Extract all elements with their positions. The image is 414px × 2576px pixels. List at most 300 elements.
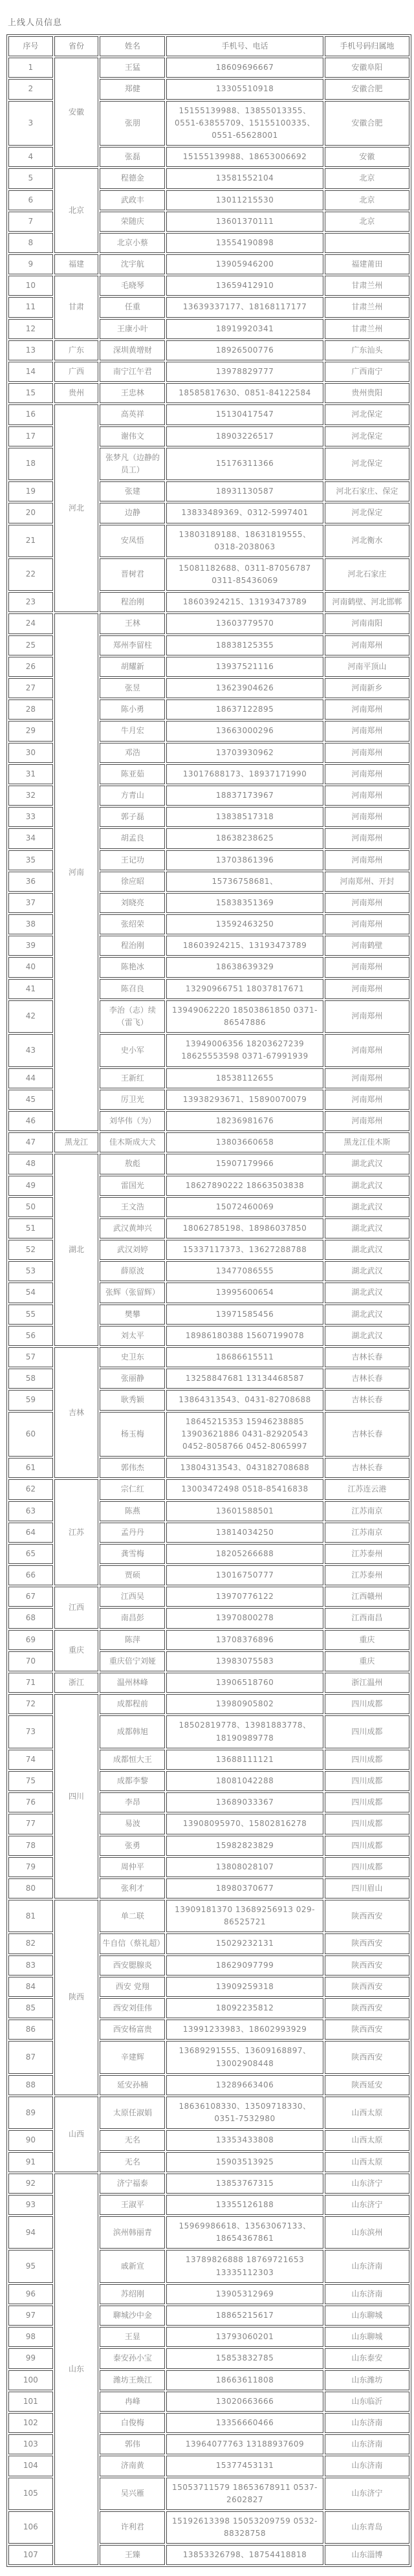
- table-row: [8, 168, 409, 188]
- location-cell: 山西太原: [325, 2097, 409, 2129]
- phone-cell: 13789826888 18769721653 13335112303: [166, 2250, 323, 2282]
- name-cell: 王新红: [100, 1068, 165, 1088]
- name-cell: 成都恒大王: [100, 1750, 165, 1770]
- location-cell: 山东青岛: [325, 2511, 409, 2544]
- index-cell: 52: [8, 1240, 53, 1260]
- location-cell: 湖北武汉: [325, 1326, 409, 1346]
- index-cell: 6: [8, 190, 53, 210]
- table-row: [8, 1132, 409, 1152]
- index-cell: 58: [8, 1369, 53, 1389]
- table-row: [8, 1479, 409, 1499]
- location-cell: 河南郑州: [325, 850, 409, 870]
- location-cell: 山东济宁: [325, 2195, 409, 2215]
- personnel-table: [6, 34, 411, 2567]
- phone-cell: 13905946200: [166, 254, 323, 274]
- name-cell: 济宁福泰: [100, 2174, 165, 2194]
- phone-cell: 15969986618、13563067133、18654367861: [166, 2216, 323, 2249]
- index-cell: 70: [8, 1651, 53, 1671]
- index-cell: 105: [8, 2478, 53, 2510]
- phone-cell: 18903226517: [166, 426, 323, 446]
- province-cell: 甘肃: [54, 276, 99, 339]
- location-cell: 广西南宁: [325, 362, 409, 382]
- name-cell: 刘华伟（为）: [100, 1111, 165, 1131]
- location-cell: 河北保定: [325, 448, 409, 480]
- phone-cell: 13639337177、18168117177: [166, 297, 323, 317]
- location-cell: 安徽: [325, 147, 409, 167]
- location-cell: 陕西西安: [325, 1900, 409, 1932]
- index-cell: 17: [8, 426, 53, 446]
- phone-cell: 13853767315: [166, 2174, 323, 2194]
- table-row: [8, 404, 409, 424]
- name-cell: 许利君: [100, 2511, 165, 2544]
- location-cell: 安徽阜阳: [325, 58, 409, 78]
- location-cell: 河南郑州: [325, 699, 409, 720]
- index-cell: 34: [8, 828, 53, 848]
- phone-cell: 15377453131: [166, 2456, 323, 2476]
- index-cell: 44: [8, 1068, 53, 1088]
- name-cell: 王显: [100, 2327, 165, 2347]
- header-row: [8, 36, 409, 56]
- phone-cell: 15081182688、0311-87056787 0311-85436069: [166, 558, 323, 591]
- index-cell: 5: [8, 168, 53, 188]
- index-cell: 29: [8, 721, 53, 741]
- phone-cell: 15736758681、: [166, 872, 323, 892]
- name-cell: 高英祥: [100, 404, 165, 424]
- index-cell: 95: [8, 2250, 53, 2282]
- location-cell: 山东济南: [325, 2434, 409, 2454]
- name-cell: 牛月宏: [100, 721, 165, 741]
- phone-cell: 13803189188、18631819555、0318-2038063: [166, 525, 323, 557]
- province-cell: 黑龙江: [54, 1132, 99, 1152]
- name-cell: 冉峰: [100, 2392, 165, 2412]
- province-cell: 浙江: [54, 1673, 99, 1693]
- name-cell: 南昌彭: [100, 1608, 165, 1628]
- name-cell: 佳木斯成大犬: [100, 1132, 165, 1152]
- location-cell: 江苏泰州: [325, 1544, 409, 1564]
- index-cell: 67: [8, 1587, 53, 1607]
- name-cell: 李昂: [100, 1792, 165, 1812]
- location-cell: 重庆: [325, 1630, 409, 1650]
- table-row: [8, 613, 409, 633]
- index-cell: 79: [8, 1857, 53, 1877]
- name-cell: 胡耀新: [100, 657, 165, 677]
- phone-cell: 18205266688: [166, 1544, 323, 1564]
- location-cell: 山东聊城: [325, 2327, 409, 2347]
- name-cell: 安凤悟: [100, 525, 165, 557]
- index-cell: 82: [8, 1933, 53, 1954]
- index-cell: 48: [8, 1154, 53, 1174]
- location-cell: 四川成都: [325, 1694, 409, 1714]
- name-cell: 济南黄: [100, 2456, 165, 2476]
- location-cell: 山东淄博: [325, 2545, 409, 2565]
- location-cell: 陕西西安: [325, 1933, 409, 1954]
- index-cell: 57: [8, 1347, 53, 1367]
- table-row: [8, 1154, 409, 1174]
- index-cell: 47: [8, 1132, 53, 1152]
- name-cell: 张磊: [100, 147, 165, 167]
- province-cell: 广西: [54, 362, 99, 382]
- name-cell: 聊城沙中金: [100, 2306, 165, 2326]
- index-cell: 12: [8, 319, 53, 339]
- location-cell: 江苏南京: [325, 1501, 409, 1521]
- phone-cell: 15337117373、13627288788: [166, 1240, 323, 1260]
- phone-cell: 18637122895: [166, 699, 323, 720]
- phone-cell: 18865215617: [166, 2306, 323, 2326]
- name-cell: 张丽静: [100, 1369, 165, 1389]
- location-cell: [325, 233, 409, 253]
- index-cell: 16: [8, 404, 53, 424]
- index-cell: 7: [8, 212, 53, 232]
- phone-cell: 13949006356 18203627239 18625553598 0371-67991939: [166, 1034, 323, 1066]
- name-cell: 西安腮腺炎: [100, 1955, 165, 1976]
- location-cell: 河南郑州: [325, 743, 409, 763]
- column-header: 省份: [54, 36, 99, 56]
- location-cell: 广东汕头: [325, 340, 409, 360]
- location-cell: 江苏南京: [325, 1523, 409, 1543]
- location-cell: 河北保定: [325, 404, 409, 424]
- index-cell: 106: [8, 2511, 53, 2544]
- name-cell: 陈萍: [100, 1630, 165, 1650]
- index-cell: 59: [8, 1390, 53, 1410]
- name-cell: 耿秀颖: [100, 1390, 165, 1410]
- index-cell: 80: [8, 1878, 53, 1899]
- name-cell: 张勇: [100, 1836, 165, 1856]
- table-row: [8, 1347, 409, 1367]
- table-row: [8, 58, 409, 78]
- name-cell: 白俊梅: [100, 2413, 165, 2433]
- phone-cell: 18838125355: [166, 635, 323, 655]
- location-cell: 陕西延安: [325, 2075, 409, 2095]
- location-cell: 湖北武汉: [325, 1197, 409, 1217]
- phone-cell: 18931130587: [166, 481, 323, 501]
- name-cell: 程德金: [100, 168, 165, 188]
- location-cell: 吉林长春: [325, 1390, 409, 1410]
- name-cell: 樊攀: [100, 1305, 165, 1325]
- phone-cell: 13853326798、18754418818: [166, 2545, 323, 2565]
- index-cell: 87: [8, 2041, 53, 2073]
- phone-cell: 13964077763 13188937609: [166, 2434, 323, 2454]
- index-cell: 1: [8, 58, 53, 78]
- name-cell: 延安孙楠: [100, 2075, 165, 2095]
- phone-cell: 18236981676: [166, 1111, 323, 1131]
- index-cell: 104: [8, 2456, 53, 2476]
- name-cell: 刘晓亮: [100, 893, 165, 913]
- name-cell: 胡孟良: [100, 828, 165, 848]
- location-cell: 四川成都: [325, 1771, 409, 1791]
- index-cell: 27: [8, 678, 53, 698]
- phone-cell: 13353433808: [166, 2130, 323, 2150]
- name-cell: 温州林峰: [100, 1673, 165, 1693]
- location-cell: 北京: [325, 212, 409, 232]
- table-row: [8, 340, 409, 360]
- name-cell: 龚雪梅: [100, 1544, 165, 1564]
- phone-cell: 13689291555、13609168897、13002908448: [166, 2041, 323, 2073]
- name-cell: 方青山: [100, 786, 165, 806]
- location-cell: 甘肃兰州: [325, 297, 409, 317]
- location-cell: 山西太原: [325, 2130, 409, 2150]
- phone-cell: 18638639329: [166, 957, 323, 977]
- index-cell: 4: [8, 147, 53, 167]
- phone-cell: 13995600654: [166, 1282, 323, 1303]
- phone-cell: 18837173967: [166, 786, 323, 806]
- phone-cell: 13905312969: [166, 2284, 323, 2304]
- phone-cell: 13909181370 13689256913 029-86525721: [166, 1900, 323, 1932]
- location-cell: 山东泰安: [325, 2348, 409, 2368]
- location-cell: 陕西西安: [325, 2020, 409, 2040]
- name-cell: 周仲平: [100, 1857, 165, 1877]
- name-cell: 南宁江午君: [100, 362, 165, 382]
- index-cell: 50: [8, 1197, 53, 1217]
- location-cell: 四川眉山: [325, 1878, 409, 1899]
- index-cell: 14: [8, 362, 53, 382]
- phone-cell: 13356660466: [166, 2413, 323, 2433]
- table-row: [8, 362, 409, 382]
- location-cell: 河南郑州: [325, 764, 409, 784]
- location-cell: 山东济宁: [325, 2478, 409, 2510]
- location-cell: 贵州贵阳: [325, 383, 409, 403]
- province-cell: 湖北: [54, 1154, 99, 1346]
- name-cell: 成都韩旭: [100, 1715, 165, 1748]
- page-title: 上线人员信息: [8, 18, 63, 28]
- index-cell: 85: [8, 1998, 53, 2018]
- phone-cell: 13983075583: [166, 1651, 323, 1671]
- location-cell: 安徽合肥: [325, 79, 409, 99]
- location-cell: 河南郑州: [325, 635, 409, 655]
- index-cell: 61: [8, 1458, 53, 1478]
- index-cell: 83: [8, 1955, 53, 1976]
- location-cell: 四川成都: [325, 1814, 409, 1834]
- phone-cell: 18538112655: [166, 1068, 323, 1088]
- province-cell: 河南: [54, 613, 99, 1131]
- location-cell: 河南郑州: [325, 979, 409, 999]
- index-cell: 51: [8, 1218, 53, 1238]
- index-cell: 11: [8, 297, 53, 317]
- name-cell: 史卫东: [100, 1347, 165, 1367]
- name-cell: 王文浩: [100, 1197, 165, 1217]
- index-cell: 41: [8, 979, 53, 999]
- name-cell: 辛建辉: [100, 2041, 165, 2073]
- name-cell: 牛自信（蔡礼超）: [100, 1933, 165, 1954]
- location-cell: 湖北武汉: [325, 1218, 409, 1238]
- phone-cell: 13703861396: [166, 850, 323, 870]
- name-cell: 陈亚茹: [100, 764, 165, 784]
- name-cell: 成都程前: [100, 1694, 165, 1714]
- table-row: [8, 2097, 409, 2129]
- phone-cell: 13991233983、18602993929: [166, 2020, 323, 2040]
- phone-cell: 18609696667: [166, 58, 323, 78]
- location-cell: 河南郑州: [325, 1111, 409, 1131]
- province-cell: 贵州: [54, 383, 99, 403]
- location-cell: 河南郑州: [325, 828, 409, 848]
- column-header: 手机号码归属地: [325, 36, 409, 56]
- phone-cell: 13688111121: [166, 1750, 323, 1770]
- location-cell: 山东聊城: [325, 2306, 409, 2326]
- phone-cell: 13808028107: [166, 1857, 323, 1877]
- index-cell: 107: [8, 2545, 53, 2565]
- location-cell: 陕西西安: [325, 2041, 409, 2073]
- phone-cell: 13978829777: [166, 362, 323, 382]
- name-cell: 徐应昭: [100, 872, 165, 892]
- index-cell: 64: [8, 1523, 53, 1543]
- phone-cell: 13663000296: [166, 721, 323, 741]
- phone-cell: 13803660658: [166, 1132, 323, 1152]
- phone-cell: 13971585456: [166, 1305, 323, 1325]
- location-cell: 四川成都: [325, 1857, 409, 1877]
- phone-cell: 13938293671、15890070079: [166, 1090, 323, 1110]
- index-cell: 76: [8, 1792, 53, 1812]
- location-cell: 安徽合肥: [325, 101, 409, 146]
- location-cell: 河北衡水: [325, 525, 409, 557]
- location-cell: 河南郑州: [325, 1034, 409, 1066]
- index-cell: 74: [8, 1750, 53, 1770]
- name-cell: 厉卫光: [100, 1090, 165, 1110]
- phone-cell: 18926500776: [166, 340, 323, 360]
- phone-cell: 18629097799: [166, 1955, 323, 1976]
- name-cell: 王记功: [100, 850, 165, 870]
- index-cell: 62: [8, 1479, 53, 1499]
- index-cell: 86: [8, 2020, 53, 2040]
- location-cell: 河南郑州: [325, 1068, 409, 1088]
- province-cell: 河北: [54, 404, 99, 612]
- phone-cell: 13689033367: [166, 1792, 323, 1812]
- phone-cell: 13581552104: [166, 168, 323, 188]
- province-cell: 福建: [54, 254, 99, 274]
- location-cell: 河南郑州: [325, 957, 409, 977]
- location-cell: 吉林长春: [325, 1458, 409, 1478]
- location-cell: 北京: [325, 168, 409, 188]
- phone-cell: 18980370677: [166, 1878, 323, 1899]
- location-cell: 江西南昌: [325, 1608, 409, 1628]
- name-cell: 西安 党翔: [100, 1977, 165, 1997]
- index-cell: 102: [8, 2413, 53, 2433]
- location-cell: 湖北武汉: [325, 1282, 409, 1303]
- phone-cell: 18645215353 15946238885 13903621886 0431-82920543 0452-8058766 0452-8065997: [166, 1412, 323, 1457]
- index-cell: 13: [8, 340, 53, 360]
- phone-cell: 13909259318: [166, 1977, 323, 1997]
- index-cell: 63: [8, 1501, 53, 1521]
- phone-cell: 13355126188: [166, 2195, 323, 2215]
- phone-cell: 13477086555: [166, 1261, 323, 1281]
- name-cell: 刘太平: [100, 1326, 165, 1346]
- phone-cell: 13793060201: [166, 2327, 323, 2347]
- phone-cell: 13305510918: [166, 79, 323, 99]
- table-row: [8, 1630, 409, 1650]
- table-row: [8, 1694, 409, 1714]
- name-cell: 深圳黄增财: [100, 340, 165, 360]
- location-cell: 四川成都: [325, 1792, 409, 1812]
- name-cell: 荣随庆: [100, 212, 165, 232]
- phone-cell: 15838351369: [166, 893, 323, 913]
- name-cell: 西安刘佳伟: [100, 1998, 165, 2018]
- location-cell: 甘肃兰州: [325, 276, 409, 296]
- name-cell: 毛晓琴: [100, 276, 165, 296]
- index-cell: 22: [8, 558, 53, 591]
- phone-cell: 18636108330、13509718330、0351-7532980: [166, 2097, 323, 2129]
- phone-cell: 18919920341: [166, 319, 323, 339]
- phone-cell: 13290966751 18037817671: [166, 979, 323, 999]
- phone-cell: 13017688173、18937171990: [166, 764, 323, 784]
- index-cell: 30: [8, 743, 53, 763]
- name-cell: 王康小叶: [100, 319, 165, 339]
- phone-cell: 18638238625: [166, 828, 323, 848]
- location-cell: 吉林长春: [325, 1369, 409, 1389]
- index-cell: 88: [8, 2075, 53, 2095]
- table-body: [8, 58, 409, 2565]
- name-cell: 王林: [100, 613, 165, 633]
- location-cell: 山东济宁: [325, 2174, 409, 2194]
- province-cell: 四川: [54, 1694, 99, 1899]
- phone-cell: 18062785198、18986037850: [166, 1218, 323, 1238]
- phone-cell: 13906518760: [166, 1673, 323, 1693]
- location-cell: 北京: [325, 190, 409, 210]
- name-cell: 郭伟杰: [100, 1458, 165, 1478]
- index-cell: 54: [8, 1282, 53, 1303]
- phone-cell: 15192613398 15053209759 0532-88328758: [166, 2511, 323, 2544]
- column-header: 手机号、电话: [166, 36, 323, 56]
- index-cell: 2: [8, 79, 53, 99]
- name-cell: 郑健: [100, 79, 165, 99]
- phone-cell: 15155139988、13855013355、0551-63855709、15155100335、0551-65628001: [166, 101, 323, 146]
- name-cell: 贾硕: [100, 1565, 165, 1585]
- index-cell: 21: [8, 525, 53, 557]
- phone-cell: 15053711579 18653678911 0537-2602827: [166, 2478, 323, 2510]
- phone-cell: 15029232131: [166, 1933, 323, 1954]
- name-cell: 杨玉梅: [100, 1412, 165, 1457]
- phone-cell: 13864313543、0431-82708688: [166, 1390, 323, 1410]
- index-cell: 75: [8, 1771, 53, 1791]
- index-cell: 96: [8, 2284, 53, 2304]
- name-cell: 武汉刘婷: [100, 1240, 165, 1260]
- phone-cell: 18663611808: [166, 2370, 323, 2390]
- index-cell: 35: [8, 850, 53, 870]
- name-cell: 王臻: [100, 2545, 165, 2565]
- name-cell: 西安杨富贵: [100, 2020, 165, 2040]
- phone-cell: 13949062220 18503861850 0371-86547886: [166, 1000, 323, 1033]
- location-cell: 河北保定: [325, 426, 409, 446]
- index-cell: 28: [8, 699, 53, 720]
- index-cell: 99: [8, 2348, 53, 2368]
- index-cell: 100: [8, 2370, 53, 2390]
- phone-cell: 13970800278: [166, 1608, 323, 1628]
- location-cell: 黑龙江佳木斯: [325, 1132, 409, 1152]
- location-cell: 福建莆田: [325, 254, 409, 274]
- name-cell: 张朋: [100, 101, 165, 146]
- location-cell: 河南郑州: [325, 721, 409, 741]
- index-cell: 9: [8, 254, 53, 274]
- province-cell: 山西: [54, 2097, 99, 2172]
- index-cell: 98: [8, 2327, 53, 2347]
- index-cell: 31: [8, 764, 53, 784]
- index-cell: 36: [8, 872, 53, 892]
- index-cell: 68: [8, 1608, 53, 1628]
- phone-cell: 13601370111: [166, 212, 323, 232]
- name-cell: 李治（志）续（雷飞）: [100, 1000, 165, 1033]
- phone-cell: 18603924215、13193473789: [166, 592, 323, 612]
- table-row: [8, 383, 409, 403]
- table-row: [8, 276, 409, 296]
- name-cell: 陈召良: [100, 979, 165, 999]
- location-cell: 山西太原: [325, 2152, 409, 2172]
- name-cell: 谢伟文: [100, 426, 165, 446]
- index-cell: 46: [8, 1111, 53, 1131]
- name-cell: 孟丹丹: [100, 1523, 165, 1543]
- index-cell: 49: [8, 1176, 53, 1196]
- column-header: 序号: [8, 36, 53, 56]
- phone-cell: 18081042288: [166, 1771, 323, 1791]
- index-cell: 97: [8, 2306, 53, 2326]
- phone-cell: 18627890222 18663503838: [166, 1176, 323, 1196]
- name-cell: 张利才: [100, 1878, 165, 1899]
